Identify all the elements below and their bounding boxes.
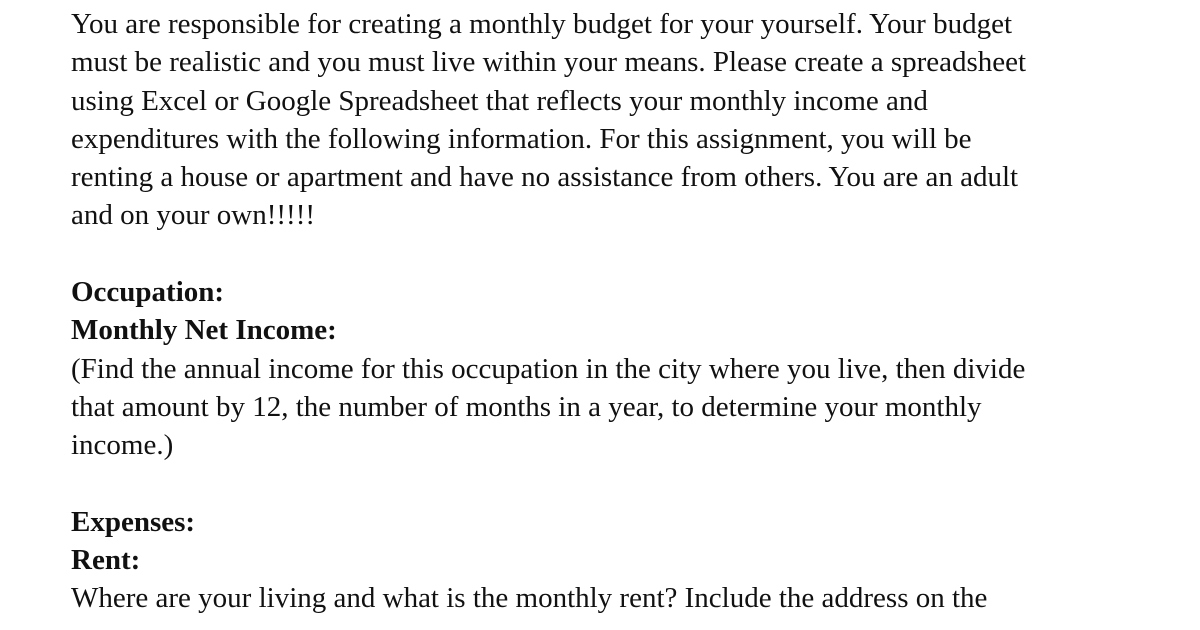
intro-line: using Excel or Google Spreadsheet that reflects your monthly income and [71, 84, 928, 117]
intro-line: and on your own!!!!! [71, 199, 316, 232]
paragraph-spacer [71, 235, 1131, 273]
intro-line: You are responsible for creating a monthly budget for your yourself. Your budget [71, 8, 1012, 40]
occupation-heading: Occupation: [71, 276, 225, 309]
intro-line: renting a house or apartment and have no assistance from others. You are an adult [71, 161, 1019, 194]
intro-paragraph [71, 5, 1131, 235]
rent-instructions [71, 579, 1131, 617]
intro-line: must be realistic and you must live within your means. Please create a spreadsheet [71, 46, 1027, 79]
rent-heading: Rent: [71, 544, 141, 577]
expenses-heading: Expenses: [71, 505, 196, 538]
rent-line: Where are your living and what is the monthly rent? Include the address on the [71, 582, 988, 615]
income-heading: Monthly Net Income: [71, 314, 337, 347]
income-line: income.) [71, 429, 174, 462]
income-instructions [71, 350, 1131, 465]
intro-line: expenditures with the following information. For this assignment, you will be [71, 122, 972, 155]
document-body [71, 5, 1131, 618]
paragraph-spacer [71, 465, 1131, 503]
income-line: that amount by 12, the number of months in a year, to determine your monthly [71, 390, 982, 423]
income-line: (Find the annual income for this occupation in the city where you live, then divide [71, 352, 1026, 385]
